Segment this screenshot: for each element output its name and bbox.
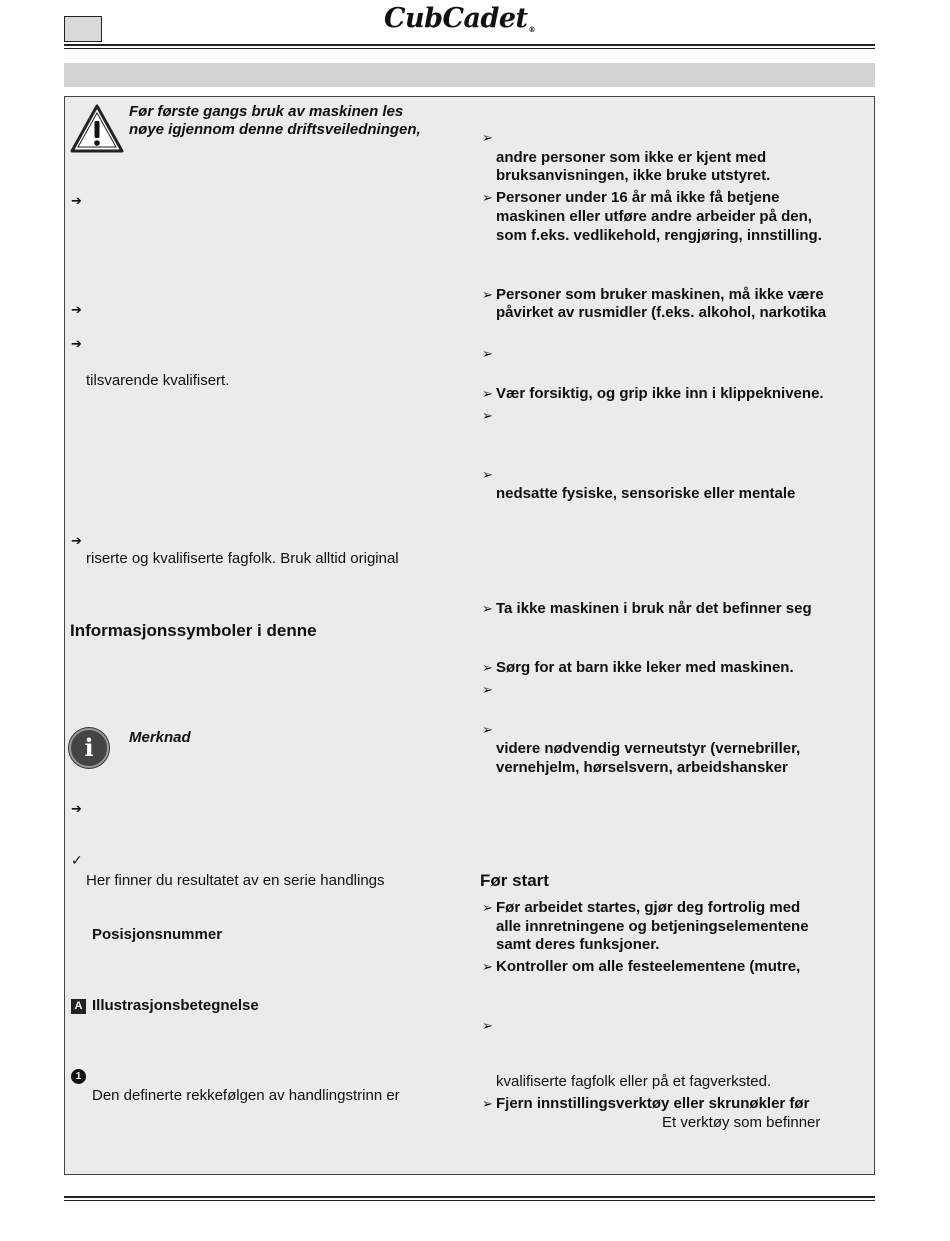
arrow-right-icon: ➔ (71, 801, 82, 816)
warning-text-line-2: nøye igjennom denne driftsveiledningen, (129, 121, 421, 138)
triangle-bullet-icon: ➢ (482, 900, 493, 915)
before-start-heading: Før start (480, 871, 549, 890)
triangle-bullet-icon: ➢ (482, 682, 493, 697)
reduced-abilities-text: nedsatte fysiske, sensoriske eller mentale (496, 485, 796, 502)
illustration-badge: A (71, 999, 86, 1014)
checkmark-icon: ✓ (71, 852, 83, 868)
triangle-bullet-icon: ➢ (482, 346, 493, 361)
arrow-right-icon: ➔ (71, 336, 82, 351)
blades-text: Vær forsiktig, og grip ikke inn i klippeknivene. (496, 385, 824, 402)
age-text-line-1: Personer under 16 år må ikke få betjene (496, 189, 780, 206)
familiar-text-line-1: Før arbeidet startes, gjør deg fortrolig med (496, 899, 801, 916)
step-number-badge: 1 (71, 1069, 86, 1084)
note-label: Merknad (129, 729, 191, 746)
arrow-right-icon: ➔ (71, 302, 82, 317)
tools-text: Fjern innstillingsverktøy eller skrunøkler før (496, 1095, 810, 1112)
triangle-bullet-icon: ➢ (482, 287, 493, 302)
page-number-box (64, 16, 102, 42)
triangle-bullet-icon: ➢ (482, 408, 493, 423)
age-text-line-2: maskinen eller utføre andre arbeider på den, (496, 208, 812, 225)
cub-cadet-logo: CubCadet® (384, 3, 536, 34)
position-number-label: Posisjonsnummer (92, 926, 223, 943)
warning-triangle-icon (70, 104, 124, 154)
drugs-text-line-1: Personer som bruker maskinen, må ikke være (496, 286, 824, 303)
tool-text: Et verktøy som befinner (662, 1114, 821, 1131)
footer-rule-thin (64, 1200, 875, 1201)
triangle-bullet-icon: ➢ (482, 722, 493, 737)
footer-rule-thick (64, 1196, 875, 1198)
header-rule-thick (64, 44, 875, 46)
triangle-bullet-icon: ➢ (482, 1018, 493, 1033)
triangle-bullet-icon: ➢ (482, 660, 493, 675)
section-title-bar (64, 63, 875, 87)
protective-gear-line-2: vernehjelm, hørselsvern, arbeidshansker (496, 759, 788, 776)
sequence-text: Den definerte rekkefølgen av handlingstrinn er (92, 1087, 400, 1104)
nearby-persons-text: Ta ikke maskinen i bruk når det befinner seg (496, 600, 812, 617)
familiar-text-line-2: alle innretningene og betjeningselementene (496, 918, 809, 935)
familiar-text-line-3: samt deres funksjoner. (496, 936, 660, 953)
triangle-bullet-icon: ➢ (482, 386, 493, 401)
info-symbols-heading: Informasjonssymboler i denne (70, 621, 317, 640)
triangle-bullet-icon: ➢ (482, 130, 493, 145)
qualified-text: tilsvarende kvalifisert. (86, 372, 230, 389)
illustration-label: Illustrasjonsbetegnelse (92, 997, 259, 1014)
age-text-line-3: som f.eks. vedlikehold, rengjøring, innstilling. (496, 227, 822, 244)
triangle-bullet-icon: ➢ (482, 959, 493, 974)
triangle-bullet-icon: ➢ (482, 467, 493, 482)
triangle-bullet-icon: ➢ (482, 1096, 493, 1111)
drugs-text-line-2: påvirket av rusmidler (f.eks. alkohol, narkotika (496, 304, 827, 321)
triangle-bullet-icon: ➢ (482, 190, 493, 205)
arrow-right-icon: ➔ (71, 193, 82, 208)
children-text: Sørg for at barn ikke leker med maskinen. (496, 659, 794, 676)
persons-text-line-1: andre personer som ikke er kjent med (496, 149, 767, 166)
warning-text-line-1: Før første gangs bruk av maskinen les (129, 103, 404, 120)
arrow-right-icon: ➔ (71, 533, 82, 548)
result-text: Her finner du resultatet av en serie handlings (86, 872, 385, 889)
protective-gear-line-1: videre nødvendig verneutstyr (vernebriller, (496, 740, 801, 757)
triangle-bullet-icon: ➢ (482, 601, 493, 616)
persons-text-line-2: bruksanvisningen, ikke bruke utstyret. (496, 167, 771, 184)
info-circle-icon: i (69, 728, 109, 768)
workshop-text: kvalifiserte fagfolk eller på et fagverksted. (496, 1073, 772, 1090)
spareparts-text: riserte og kvalifiserte fagfolk. Bruk alltid original (86, 550, 399, 567)
fasteners-text: Kontroller om alle festeelementene (mutre, (496, 958, 801, 975)
header-rule-thin (64, 48, 875, 49)
